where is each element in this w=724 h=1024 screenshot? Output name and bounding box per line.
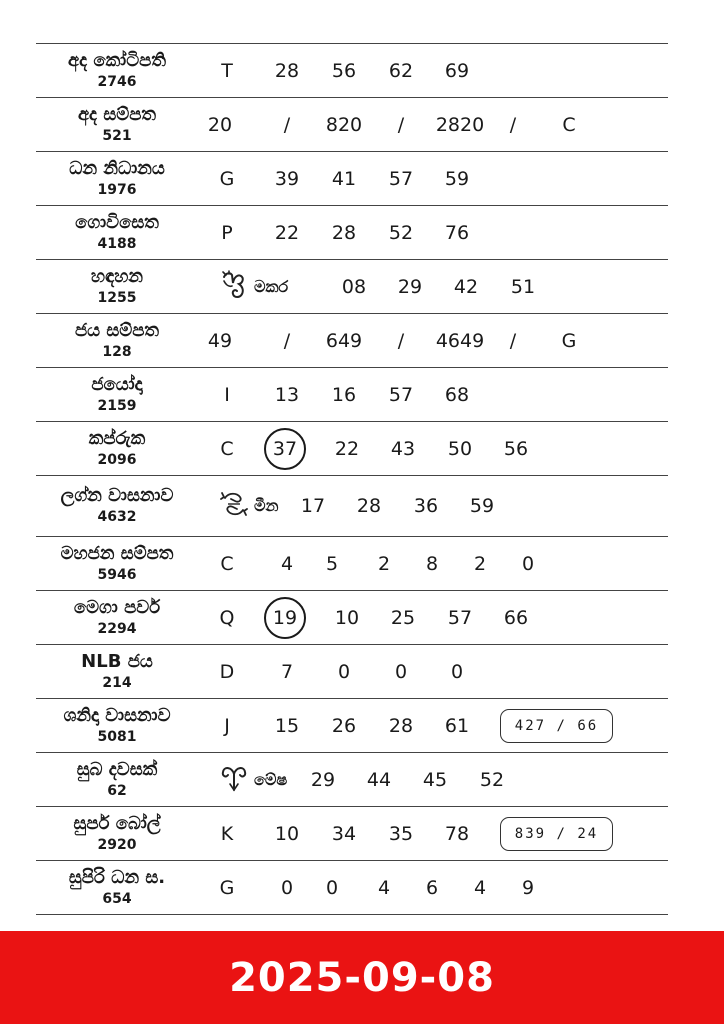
result-row (36, 314, 668, 368)
result-value: 45 (422, 768, 448, 791)
result-value: 76 (444, 221, 470, 244)
result-row (36, 645, 668, 699)
result-value: / (397, 113, 405, 136)
result-value: J (224, 714, 230, 737)
result-value: 4 (280, 552, 294, 575)
result-row (36, 260, 668, 314)
result-value: T (221, 59, 233, 82)
lottery-label (36, 44, 198, 97)
result-value: Q (219, 606, 235, 629)
date-banner (0, 931, 724, 1024)
result-value: 15 (274, 714, 300, 737)
result-value: 50 (447, 437, 473, 460)
result-value: 28 (356, 495, 382, 517)
result-row (36, 206, 668, 260)
result-value: 39 (274, 167, 300, 190)
result-value: 28 (388, 714, 414, 737)
result-value: 2 (473, 552, 487, 575)
result-value: G (561, 329, 577, 352)
result-value: 10 (334, 606, 360, 629)
lottery-name: ගොවිසෙත (75, 211, 159, 233)
result-value: 51 (510, 275, 536, 298)
result-value: 22 (274, 221, 300, 244)
lottery-label (36, 368, 198, 421)
result-value: 10 (274, 822, 300, 845)
result-value: 36 (413, 495, 439, 517)
lottery-name: අද කෝටිපති (68, 49, 166, 71)
lottery-label (36, 537, 198, 590)
result-value: 56 (331, 59, 357, 82)
result-value: 26 (331, 714, 357, 737)
lottery-label (36, 591, 198, 644)
lottery-name: ධන නිධානය (69, 157, 165, 179)
result-value: 16 (331, 383, 357, 406)
result-value: 22 (334, 437, 360, 460)
result-value: 20 (207, 113, 233, 136)
result-value: 66 (503, 606, 529, 629)
result-value: 41 (331, 167, 357, 190)
result-value: 44 (366, 768, 392, 791)
result-value: 57 (388, 383, 414, 406)
draw-number: 62 (107, 782, 127, 799)
result-value: 9 (521, 876, 535, 899)
lottery-label (36, 98, 198, 151)
result-value: 2820 (435, 113, 485, 136)
draw-number: 2159 (97, 397, 137, 414)
result-value: 13 (274, 383, 300, 406)
result-value: 7 (280, 660, 294, 683)
zodiac-sign (214, 269, 288, 305)
draw-number: 4188 (97, 235, 137, 252)
draw-number: 1976 (97, 181, 137, 198)
lottery-name: සුපර් බෝල් (73, 812, 161, 834)
zodiac-label: මේෂ (254, 769, 288, 789)
result-value: 0 (280, 876, 294, 899)
lottery-label (36, 645, 198, 698)
zodiac-label: මීන (254, 496, 279, 515)
result-row (36, 861, 668, 915)
draw-number: 2294 (97, 620, 137, 637)
result-value: 34 (331, 822, 357, 845)
result-value: 35 (388, 822, 414, 845)
result-value: 68 (444, 383, 470, 406)
bonus-box: 427 / 66 (500, 709, 613, 743)
lottery-name: NLB ජය (81, 650, 153, 672)
lottery-name: මහජන සම්පත (60, 542, 174, 564)
result-row (36, 591, 668, 645)
lottery-label (36, 152, 198, 205)
result-value: 649 (325, 329, 363, 352)
lottery-label (36, 476, 198, 536)
result-value: 6 (425, 876, 439, 899)
lottery-label (36, 422, 198, 475)
result-value: 56 (503, 437, 529, 460)
result-value: P (221, 221, 233, 244)
result-value: / (283, 113, 291, 136)
result-value: 57 (388, 167, 414, 190)
results-table (36, 43, 668, 915)
result-value: 59 (444, 167, 470, 190)
draw-number: 5081 (97, 728, 137, 745)
result-value: 0 (337, 660, 351, 683)
result-value: 2 (377, 552, 391, 575)
result-value: 0 (450, 660, 464, 683)
result-value: C (220, 552, 234, 575)
result-value: 4 (377, 876, 391, 899)
result-value: / (397, 329, 405, 352)
result-value: 820 (325, 113, 363, 136)
result-value: 29 (397, 275, 423, 298)
result-value: 78 (444, 822, 470, 845)
draw-number: 5946 (97, 566, 137, 583)
result-value: 4649 (435, 329, 485, 352)
result-row (36, 44, 668, 98)
lottery-label (36, 807, 198, 860)
result-value: 42 (453, 275, 479, 298)
draw-number: 521 (102, 127, 132, 144)
lottery-label (36, 260, 198, 313)
result-value: C (220, 437, 234, 460)
result-value: 8 (425, 552, 439, 575)
result-value: 0 (521, 552, 535, 575)
result-value: 52 (479, 768, 505, 791)
lottery-name: හඳහන (90, 265, 144, 287)
lottery-label (36, 314, 198, 367)
bonus-circle: 37 (264, 428, 306, 470)
result-value: 17 (300, 495, 326, 517)
result-row (36, 753, 668, 807)
pisces-sign-icon (220, 488, 248, 524)
draw-number: 1255 (97, 289, 137, 306)
result-row (36, 98, 668, 152)
lottery-name: ශනිදා වාසනාව (63, 704, 171, 726)
result-value: G (219, 876, 235, 899)
result-value: 4 (473, 876, 487, 899)
lottery-label (36, 699, 198, 752)
result-row (36, 368, 668, 422)
lottery-name: අද සම්පත (77, 103, 157, 125)
draw-number: 2096 (97, 451, 137, 468)
result-value: 43 (390, 437, 416, 460)
result-value: / (283, 329, 291, 352)
draw-number: 654 (102, 890, 132, 907)
result-value: / (509, 329, 517, 352)
lottery-name: මෙගා පවර් (73, 596, 161, 618)
draw-number: 2920 (97, 836, 137, 853)
lottery-label (36, 753, 198, 806)
result-value: 0 (394, 660, 408, 683)
result-value: C (562, 113, 576, 136)
result-value: I (224, 383, 230, 406)
result-value: 62 (388, 59, 414, 82)
result-value: 0 (325, 876, 339, 899)
lottery-name: ලග්න වාසනාව (60, 485, 174, 506)
result-row (36, 699, 668, 753)
draw-number: 128 (102, 343, 132, 360)
bonus-box: 839 / 24 (500, 817, 613, 851)
result-value: 28 (331, 221, 357, 244)
result-value: 29 (310, 768, 336, 791)
result-value: / (509, 113, 517, 136)
result-value: 59 (469, 495, 495, 517)
capricorn-sign-icon (220, 269, 248, 305)
result-value: 49 (207, 329, 233, 352)
draw-number: 2746 (97, 73, 137, 90)
result-value: 61 (444, 714, 470, 737)
lottery-name: ජය සම්පත (74, 319, 160, 341)
draw-number: 214 (102, 674, 132, 691)
aries-sign-icon (220, 762, 248, 798)
result-row (36, 476, 668, 537)
lottery-name: සුපිරි ධන ස. (68, 866, 166, 888)
result-row (36, 152, 668, 206)
zodiac-sign (214, 762, 287, 798)
lottery-label (36, 861, 198, 914)
result-row (36, 422, 668, 476)
result-value: 5 (325, 552, 339, 575)
zodiac-label: මකර (254, 276, 289, 296)
result-value: 08 (341, 275, 367, 298)
result-value: G (219, 167, 235, 190)
result-row (36, 537, 668, 591)
result-value: D (219, 660, 235, 683)
lottery-name: සුබ දවසක් (76, 758, 158, 780)
draw-date: 2025-09-08 (229, 954, 495, 1001)
lottery-name: ජයෝදා (91, 373, 143, 395)
lottery-name: කප්රුක (88, 427, 146, 449)
result-value: 69 (444, 59, 470, 82)
lottery-label (36, 206, 198, 259)
zodiac-sign (214, 488, 279, 524)
draw-number: 4632 (97, 509, 137, 525)
result-value: 52 (388, 221, 414, 244)
result-value: 28 (274, 59, 300, 82)
result-row (36, 807, 668, 861)
result-value: 25 (390, 606, 416, 629)
result-value: K (220, 822, 234, 845)
result-value: 57 (447, 606, 473, 629)
bonus-circle: 19 (264, 597, 306, 639)
